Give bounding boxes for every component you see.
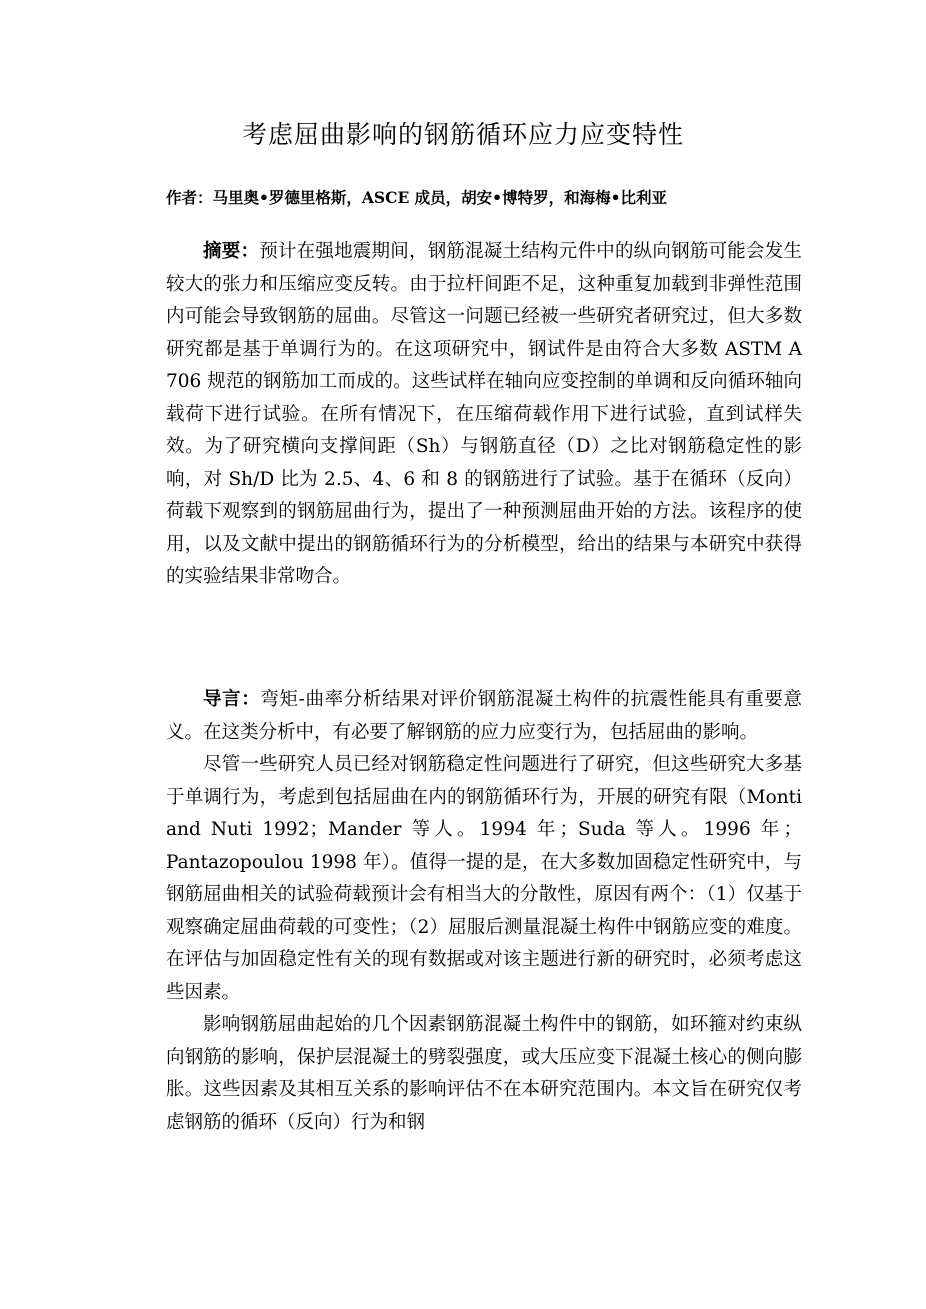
intro-paragraph-2: 尽管一些研究人员已经对钢筋稳定性问题进行了研究，但这些研究大多基于单调行为，考虑到包括屈曲在内的钢筋循环行为，开展的研究有限（Monti and Nuti 1992；Mander 等人。1994 年；Suda 等人。1996 年；Pantazopoulou 1998 年）。值得一提的是，在大多数加固稳定性研究中，与钢筋屈曲相关的试验荷载预计会有相当大的分散性，原因有两个：（1）仅基于观察确定屈曲荷载的可变性；（2）屈服后测量混凝土构件中钢筋应变的难度。在评估与加固稳定性有关的现有数据或对该主题进行新的研究时，必须考虑这些因素。 bbox=[166, 754, 802, 1003]
abstract-section bbox=[166, 236, 802, 594]
abstract-text: 预计在强地震期间，钢筋混凝土结构元件中的纵向钢筋可能会发生较大的张力和压缩应变反转。由于拉杆间距不足，这种重复加载到非弹性范围内可能会导致钢筋的屈曲。尽管这一问题已经被一些研究者研究过，但大多数研究都是基于单调行为的。在这项研究中，钢试件是由符合大多数 ASTM A 706 规范的钢筋加工而成的。这些试样在轴向应变控制的单调和反向循环轴向载荷下进行试验。在所有情况下，在压缩荷载作用下进行试验，直到试样失效。为了研究横向支撑间距（Sh）与钢筋直径（D）之比对钢筋稳定性的影响，对 Sh/D 比为 2.5、4、6 和 8 的钢筋进行了试验。基于在循环（反向）荷载下观察到的钢筋屈曲行为，提出了一种预测屈曲开始的方法。该程序的使用，以及文献中提出的钢筋循环行为的分析模型，给出的结果与本研究中获得的实验结果非常吻合。 bbox=[166, 241, 802, 587]
document-title: 考虑屈曲影响的钢筋循环应力应变特性 bbox=[241, 120, 684, 149]
intro-paragraph-3: 影响钢筋屈曲起始的几个因素钢筋混凝土构件中的钢筋，如环箍对约束纵向钢筋的影响，保护层混凝土的劈裂强度，或大压应变下混凝土核心的侧向膨胀。这些因素及其相互关系的影响评估不在本研究范围内。本文旨在研究仅考虑钢筋的循环（反向）行为和钢 bbox=[166, 1014, 802, 1133]
intro-paragraph-1 bbox=[166, 684, 802, 749]
intro-text-1: 弯矩-曲率分析结果对评价钢筋混凝土构件的抗震性能具有重要意义。在这类分析中，有必要了解钢筋的应力应变行为，包括屈曲的影响。 bbox=[166, 689, 802, 743]
author-line: 作者：马里奥•罗德里格斯，ASCE 成员，胡安•博特罗，和海梅•比利亚 bbox=[166, 188, 667, 207]
abstract-heading: 摘要： bbox=[203, 241, 260, 262]
introduction-section bbox=[166, 684, 802, 1139]
abstract-paragraph bbox=[166, 236, 802, 594]
introduction-heading: 导言： bbox=[203, 689, 261, 710]
